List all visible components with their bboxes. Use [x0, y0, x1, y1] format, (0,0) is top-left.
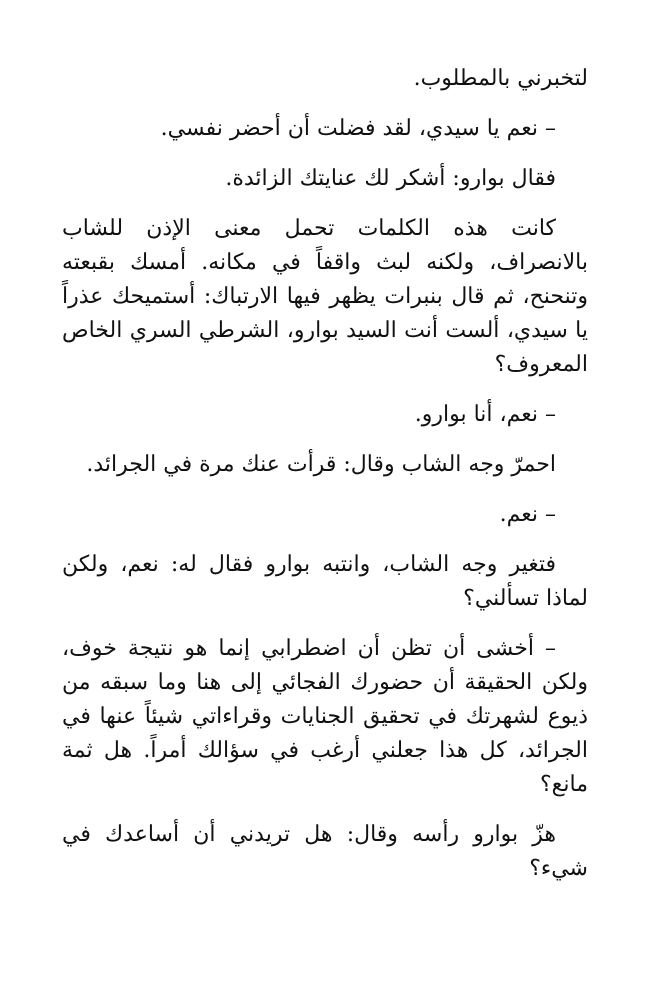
paragraph-7: – نعم. [499, 502, 556, 527]
paragraph-10: هزّ بوارو رأسه وقال: هل تريدني أن أساعدك في شيء؟ [62, 822, 588, 881]
paragraph-5: – نعم، أنا بوارو. [414, 402, 556, 427]
paragraph-9: – أخشى أن تظن أن اضطرابي إنما هو نتيجة خوف، ولكن الحقيقة أن حضورك الفجائي إلى هنا وما سبقه من ذيوع لشهرتك في تحقيق الجنايات وقراءاتي شيئاً عنها في الجرائد، كل هذا جعلني أرغب في سؤالك أمراً. هل ثمة مانع؟ [62, 636, 588, 797]
paragraph-3: فقال بوارو: أشكر لك عنايتك الزائدة. [225, 166, 556, 191]
paragraph-2: – نعم يا سيدي، لقد فضلت أن أحضر نفسي. [160, 116, 556, 141]
paragraph-8: فتغير وجه الشاب، وانتبه بوارو فقال له: نعم، ولكن لماذا تسألني؟ [62, 552, 588, 611]
paragraph-1: لتخبرني بالمطلوب. [413, 66, 588, 91]
paragraph-6: احمرّ وجه الشاب وقال: قرأت عنك مرة في الجرائد. [86, 452, 556, 477]
page-body [62, 62, 588, 902]
paragraph-4: كانت هذه الكلمات تحمل معنى الإذن للشاب بالانصراف، ولكنه لبث واقفاً في مكانه. أمسك بقبعته وتنحنح، ثم قال بنبرات يظهر فيها الارتباك: أستميحك عذراً يا سيدي، ألست أنت السيد بوارو، الشرطي السري الخاص المعروف؟ [62, 216, 588, 377]
